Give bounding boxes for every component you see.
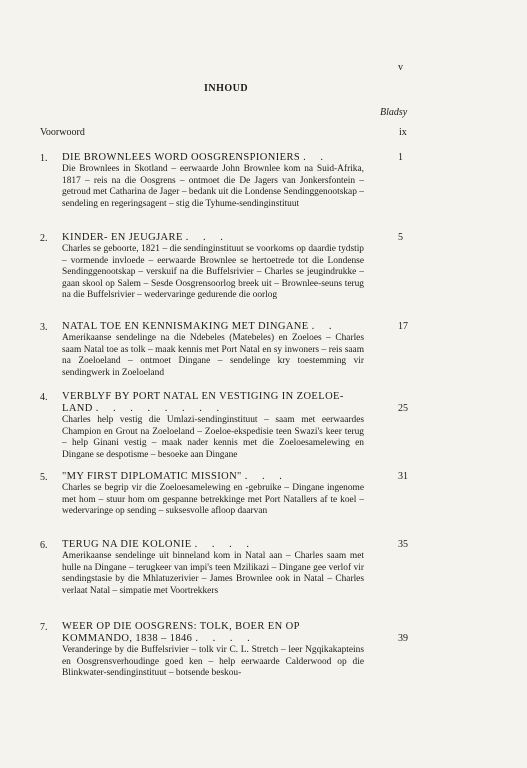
entry-heading: VERBLYF BY PORT NATAL EN VESTIGING IN ZOELOE-LAND . . . . . . . . (62, 391, 344, 414)
entry-description: Veranderinge by die Buffelsrivier – tolk vir C. L. Stretch – leer Ngqikakapteins en Oosgrensverhoudinge goed ken – help eerwaarde Calderwood op die Blinkwater-sendinginstituut – botsende beskou- (62, 645, 364, 679)
entry-number: 4. (40, 392, 48, 403)
page-number: v (398, 62, 403, 73)
foreword-entry[interactable] (40, 127, 410, 138)
entry-number: 3. (40, 322, 48, 333)
foreword-label: Voorwoord (40, 127, 85, 138)
entry-page: 5 (398, 232, 403, 243)
leader-dots: . . . (185, 232, 229, 243)
entry-page: 35 (398, 539, 408, 550)
leader-dots: . . . . (194, 539, 256, 550)
entry-number: 7. (40, 622, 48, 633)
entry-page: 31 (398, 471, 408, 482)
entry-number: 1. (40, 153, 48, 164)
page-column-header: Bladsy (380, 107, 408, 118)
entry-number: 2. (40, 233, 48, 244)
entry-heading: NATAL TOE EN KENNISMAKING MET DINGANE . . (62, 321, 338, 332)
leader-dots: . . . . . . . . (95, 403, 226, 414)
entry-heading: DIE BROWNLEES WORD OOSGRENSPIONIERS . . (62, 152, 330, 163)
entry-description: Amerikaanse sendelinge na die Ndebeles (Matebeles) en Zoeloes – Charles saam Natal toe as tolk – maak kennis met Port Natal en sy inwoners – reis saam na Zoeloeland – ontmoet Dingane – sendelinge kry toestemming vir sendingwerk in Zoeloeland (62, 333, 364, 378)
entry-number: 6. (40, 540, 48, 551)
entry-description: Charles se begrip vir die Zoeloesamelewing en -gebruike – Dingane ingenome met hom – stuur hom om gespanne betrekkinge met Port Natallers af te koel – wedervaringe op sending – suksesvolle afloop daarvan (62, 483, 364, 517)
entry-description: Die Brownlees in Skotland – eerwaarde John Brownlee kom na Suid-Afrika, 1817 – reis na die Oosgrens – ontmoet die De Jagers van Jonkersfontein – getroud met Catharina de Jager – bedank uit die Londense Sendinggenootskap – sendeling en regeringsagent – stig die Tyhume-sendinginstituut (62, 164, 364, 209)
entry-page: 1 (398, 152, 403, 163)
leader-dots: . . (303, 152, 330, 163)
entry-heading: TERUG NA DIE KOLONIE . . . . (62, 539, 256, 550)
entry-description: Charles se geboorte, 1821 – die sendinginstituut se voorkoms op daardie tydstip – vormende invloede – eerwaarde Brownlee se hertoetrede tot die Londense Sendinggenootskap – verskuif na die Buffelsrivier – Charles se jeugindrukke – gaan skool op Salem – Sesde Oosgrensoorlog breek uit – Brownlee-seuns terug na die Buffelsrivier – wedervaringe gedurende die oorlog (62, 244, 364, 301)
entry-heading: KINDER- EN JEUGJARE . . . (62, 232, 229, 243)
leader-dots: . . (311, 321, 338, 332)
entry-page: 17 (398, 321, 408, 332)
page-title: INHOUD (204, 83, 249, 94)
foreword-page: ix (399, 127, 407, 138)
entry-heading: "MY FIRST DIPLOMATIC MISSION" . . . (62, 471, 288, 482)
entry-description: Charles help vestig die Umlazi-sendinginstituut – saam met eerwaardes Champion en Grout na Zoeloeland – Zoeloe-ekspedisie teen Swazi's keer terug – help Ginani vestig – maak nader kennis met die Zoeloesamelewing en Dingane se despotisme – besoeke aan Dingane (62, 415, 364, 460)
entry-description: Amerikaanse sendelinge uit binneland kom in Natal aan – Charles saam met hulle na Dingane – terugkeer van impi's teen Mzilikazi – Dingane gee verlof vir sendingstasie by die Mhlatuzerivier – James Brownlee ook in Natal – Charles verlaat Natal – simpatie met Voortrekkers (62, 551, 364, 596)
entry-number: 5. (40, 472, 48, 483)
entry-heading: WEER OP DIE OOSGRENS: TOLK, BOER EN OP KOMMANDO, 1838 – 1846 . . . . (62, 621, 300, 644)
leader-dots: . . . (244, 471, 288, 482)
leader-dots: . . . . (195, 633, 256, 644)
entry-page: 25 (398, 403, 408, 414)
entry-page: 39 (398, 633, 408, 644)
